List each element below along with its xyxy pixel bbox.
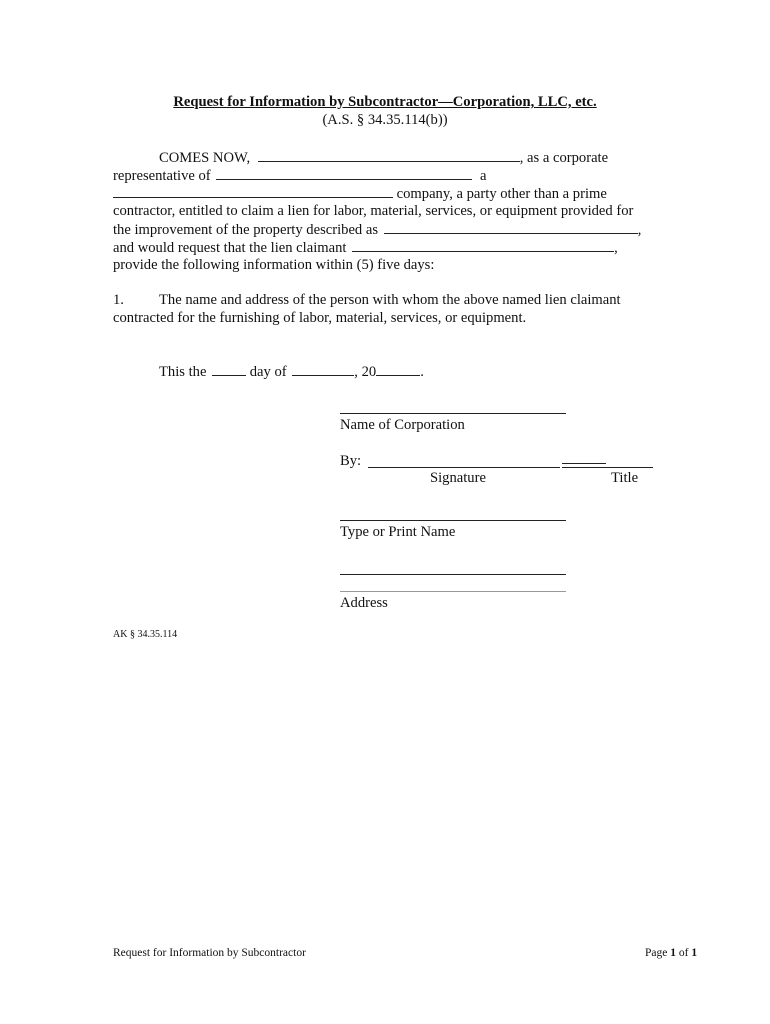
name-of-corporation-label: Name of Corporation [340, 417, 465, 433]
improvement-line [113, 220, 641, 239]
comes-now-text: COMES NOW, [159, 150, 251, 166]
comma-2: , [614, 240, 618, 256]
improvement-text: the improvement of the property described as [113, 222, 379, 238]
provide-line: provide the following information within (5) five days: [113, 257, 435, 273]
item-1-number: 1. [113, 292, 124, 308]
month-blank[interactable] [292, 362, 354, 376]
corporation-name-line[interactable] [340, 413, 566, 414]
a-text: a [479, 168, 487, 184]
lien-claimant-blank[interactable] [352, 238, 614, 252]
contractor-line: contractor, entitled to claim a lien for labor, material, services, or equipment provided for [113, 203, 634, 219]
company-type-blank[interactable] [113, 184, 393, 198]
title-line[interactable] [562, 467, 653, 468]
statute-reference: (A.S. § 34.35.114(b)) [322, 112, 448, 128]
twenty-text: , 20 [354, 364, 377, 380]
footer-title: Request for Information by Subcontractor [113, 947, 306, 959]
address-line-1[interactable] [340, 574, 566, 575]
representative-of-line [113, 166, 486, 185]
company-type-line [113, 184, 607, 203]
page-of: of [678, 947, 689, 959]
signature-line[interactable] [368, 467, 560, 468]
address-line-2[interactable] [340, 591, 566, 592]
title-label: Title [611, 470, 639, 486]
year-blank[interactable] [376, 362, 420, 376]
date-line [159, 362, 424, 381]
comes-now-line [159, 148, 608, 167]
citation: AK § 34.35.114 [113, 629, 178, 640]
footer-page-number [645, 946, 697, 960]
type-or-print-name-label: Type or Print Name [340, 524, 456, 540]
as-corporate-text: , as a corporate [519, 150, 609, 166]
print-name-line[interactable] [340, 520, 566, 521]
item-1-text-line2: contracted for the furnishing of labor, material, services, or equipment. [113, 310, 527, 326]
page-total: 1 [691, 947, 698, 959]
comma-1: , [637, 222, 642, 238]
request-claimant-text: and would request that the lien claimant [113, 240, 347, 256]
period-text: . [420, 364, 424, 380]
company-name-blank[interactable] [216, 166, 472, 180]
representative-of-text: representative of [113, 168, 211, 184]
day-blank[interactable] [212, 362, 246, 376]
page-current: 1 [670, 947, 676, 959]
day-of-text: day of [249, 364, 287, 380]
item-1-text-line1: The name and address of the person with whom the above named lien claimant [159, 292, 621, 308]
this-the-text: This the [159, 364, 207, 380]
page-prefix: Page [645, 947, 668, 959]
company-party-text: company, a party other than a prime [396, 186, 607, 202]
document-title: Request for Information by Subcontractor—Corporation, LLC, etc. [173, 94, 597, 110]
by-label: By: [340, 453, 362, 469]
request-claimant-line [113, 238, 618, 257]
title-overline [562, 463, 606, 464]
property-description-blank[interactable] [384, 220, 638, 234]
signature-label: Signature [430, 470, 486, 486]
address-label: Address [340, 595, 388, 611]
representative-name-blank[interactable] [258, 148, 520, 162]
